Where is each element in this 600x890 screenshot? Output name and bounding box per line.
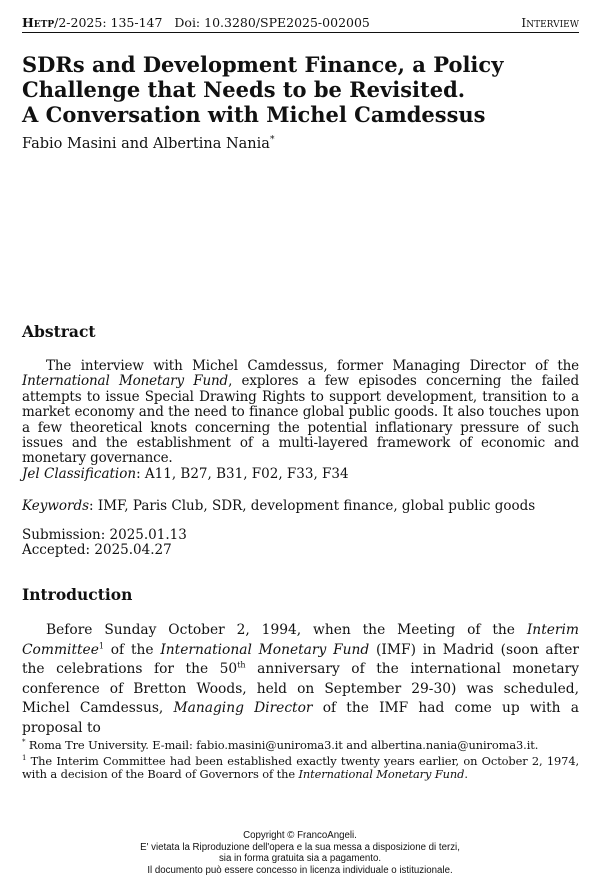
journal-citation [22, 14, 370, 32]
jel-classification [22, 467, 349, 482]
abstract-text [22, 359, 579, 467]
intro-text-3: (IMF) in Madrid (soon after the celebrations for the 50 [22, 641, 579, 677]
footnote-ref-1: 1 [98, 640, 104, 650]
footnote-1-text: The Interim Committee had been established exactly twenty years earlier, on October 2, 1974, with a decision of the Board of Governors of the [22, 753, 579, 782]
intro-text-5: of the IMF had come up with a proposal to [22, 700, 579, 736]
abstract-text-part-2: , explores a few episodes concerning the failed attempts to issue Special Drawing Rights to support development, transition to a market economy and the need to finance global public goods. It also touches upon a few theoretical knots concerning the potential inflationary pressure of such issues and the establishment of a multi-layered framework of economic and monetary governance. [22, 373, 579, 467]
title-line-3: A Conversation with Michel Camdessus [22, 102, 486, 127]
keywords-label: Keywords [22, 498, 90, 514]
jel-label: Jel Classification [22, 466, 137, 482]
footnotes [22, 736, 579, 781]
submission-date: Submission: 2025.01.13 [22, 527, 187, 543]
copyright-line-4: Il documento può essere concesso in licenza individuale o istituzionale. [147, 864, 453, 876]
intro-text-1: Before Sunday October 2, 1994, when the Meeting of the [46, 622, 527, 638]
intro-text-4: anniversary of the international monetary conference of Bretton Woods, held on September 29-30) was scheduled, Michel Camdessus, [22, 661, 579, 716]
title-line-1: SDRs and Development Finance, a Policy [22, 52, 504, 77]
accepted-date: Accepted: 2025.04.27 [22, 542, 172, 558]
footnote-affiliation [22, 736, 579, 752]
authors [22, 135, 274, 152]
copyright-line-3: sia in forma gratuita sia a pagamento. [218, 853, 382, 865]
title-line-2: Challenge that Needs to be Revisited. [22, 77, 466, 102]
footnote-1-italic: International Monetary Fund [298, 767, 465, 782]
footnote-marker-1: 1 [22, 754, 27, 763]
doi: Doi: 10.3280/SPE2025-002005 [174, 15, 370, 30]
author-names: Fabio Masini and Albertina Nania [22, 135, 270, 152]
author-footnote-marker: * [269, 135, 275, 145]
abstract-text-part-1: The interview with Michel Camdessus, former Managing Director of the [46, 358, 579, 374]
issue-pages: /2-2025: 135-147 [54, 15, 163, 30]
footnote-1 [22, 752, 579, 781]
keywords [22, 499, 535, 514]
intro-interim-committee: Interim Committee [22, 622, 579, 658]
intro-text-2: of the [103, 641, 161, 658]
copyright-line-2: E' vietata la Riproduzione dell'opera e la sua messa a disposizione di terzi, [140, 841, 460, 853]
footnote-marker-star: * [22, 738, 26, 746]
article-title [22, 52, 582, 127]
copyright-notice [0, 830, 600, 876]
intro-imf-italic: International Monetary Fund [160, 641, 370, 658]
introduction-text [22, 621, 579, 738]
abstract-heading: Abstract [22, 322, 96, 341]
copyright-line-1: Copyright © FrancoAngeli. [243, 830, 357, 841]
footnote-affiliation-text: Roma Tre University. E-mail: fabio.masini@uniroma3.it and albertina.nania@uniroma3.it. [25, 737, 539, 752]
section-label: Interview [521, 15, 579, 30]
introduction-heading: Introduction [22, 585, 133, 604]
running-header [22, 14, 579, 33]
intro-managing-director: Managing Director [173, 700, 313, 716]
footnote-1-end: . [464, 767, 468, 782]
jel-codes: : A11, B27, B31, F02, F33, F34 [136, 466, 349, 482]
intro-superscript-th: th [237, 660, 246, 670]
abstract-imf-italic: International Monetary Fund [22, 373, 229, 390]
journal-abbrev: Hetp [22, 15, 55, 30]
keywords-values: : IMF, Paris Club, SDR, development finance, global public goods [89, 498, 536, 514]
